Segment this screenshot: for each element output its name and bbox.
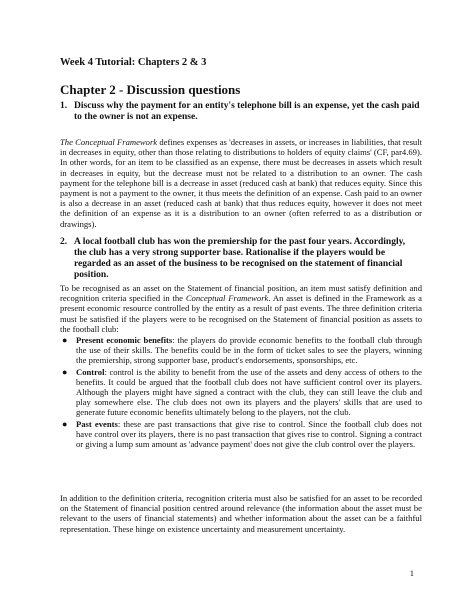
question-1 <box>60 101 420 123</box>
criteria-item-past-events <box>60 419 422 450</box>
document-title: Week 4 Tutorial: Chapters 2 & 3 <box>60 57 207 68</box>
criteria-text: : the players do provide economic benefits to the football club through the use of their skills. The benefits could be in the form of ticket sales to see the players, winning the premiership, strong supporter base, product's endorsements, sponsorships, etc. <box>76 335 422 366</box>
criteria-list <box>60 335 422 450</box>
bullet-icon: ● <box>62 335 68 345</box>
criteria-label: Past events <box>76 418 118 429</box>
question-2-number: 2. <box>60 237 68 247</box>
bullet-icon: ● <box>62 366 68 377</box>
criteria-item-present-economic-benefits <box>60 335 422 366</box>
chapter-heading: Chapter 2 - Discussion questions <box>60 82 241 97</box>
answer-2-intro <box>60 283 422 334</box>
question-1-number: 1. <box>60 101 68 111</box>
answer-2-part2: . An asset is defined in the Framework as a present economic resource controlled by the entity as a result of past events. The three definition criteria must be satisfied if the players were to be recognised on the Statement of financial position as assets to the football club: <box>60 293 422 334</box>
criteria-label: Present economic benefits <box>76 335 173 345</box>
page-number: 1 <box>409 568 414 578</box>
answer-1-emphasis: The Conceptual Framework <box>60 137 158 147</box>
answer-2-emphasis: Conceptual Framework <box>185 293 269 304</box>
bullet-icon: ● <box>62 418 68 429</box>
criteria-item-control <box>60 367 422 418</box>
question-2-text: A local football club has won the premiership for the past four years. Accordingly, the club has a very strong supporter base. Rationalise if the players would be regarded as an asset of the business to be recognised on the statement of financial position. <box>74 237 406 280</box>
closing-paragraph: In addition to the definition criteria, recognition criteria must also be satisfied for an asset to be recorded on the Statement of financial position centred around relevance (the information about the asset must be relevant to the users of financial statements) and whether information about the asset can be a faithful representation. These hinge on existence uncertainty and measurement uncertainty. <box>60 493 422 534</box>
question-1-text: Discuss why the payment for an entity's telephone bill is an expense, yet the cash paid to the owner is not an expense. <box>74 101 420 122</box>
criteria-text: : control is the ability to benefit from the use of the assets and deny access of others to the benefits. It could be argued that the football club does not have sufficient control over its players. Although the players might have signed a contract with the club, they can still leave the club and play somewhere else. The club does not own its players and the players' skills that are used to generate future economic benefits ultimately belong to the players, not the club. <box>76 366 422 418</box>
answer-1-text: defines expenses as 'decreases in assets, or increases in liabilities, that result in decreases in equity, other than those relating to distributions to holders of equity claims' (CF, par4.69). In other words, for an item to be classified as an expense, there must be decreases in assets which result in decreases in equity, but the decrease must not be related to a distribution to an owner. The cash payment for the telephone bill is a decrease in asset (reduced cash at bank) that reduces equity. Since this payment is not a payment to the owner, it thus meets the definition of an expense. Cash paid to an owner is also a decrease in an asset (reduced cash at bank) that thus reduces equity, however it does not meet the definition of an expense as it is a distribution to an owner (often referred to as a distribution or drawings). <box>60 137 422 229</box>
answer-2-part1: To be recognised as an asset on the Statement of financial position, an item must satisfy definition and recognition criteria specified in the <box>60 283 422 304</box>
question-2 <box>60 237 420 281</box>
answer-1-paragraph <box>60 137 422 229</box>
criteria-label: Control <box>76 366 105 377</box>
criteria-text: : these are past transactions that give rise to control. Since the football club does not have control over its players, there is no past transaction that gives rise to control. Signing a contract or giving a lump sum amount as 'advance payment' does not give the club control over the players. <box>76 418 422 450</box>
